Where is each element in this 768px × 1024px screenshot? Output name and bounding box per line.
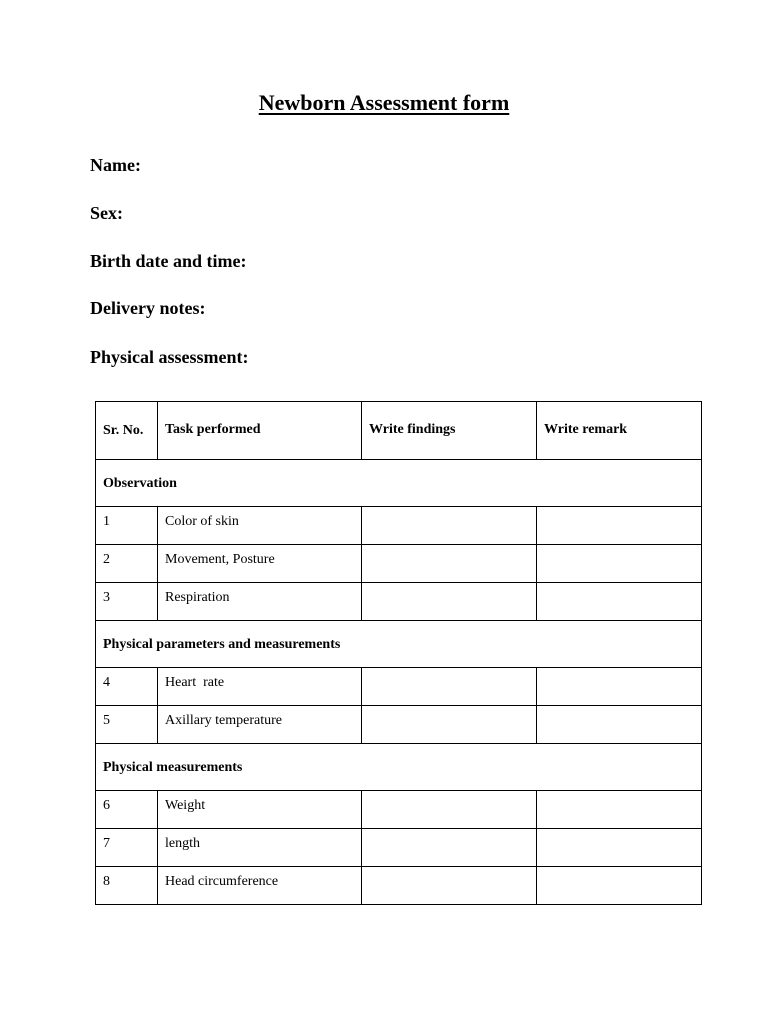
table-row [96,507,702,545]
header-write-findings: Write findings [362,402,537,460]
row-remark-cell[interactable] [537,583,702,621]
row-remark-cell[interactable] [537,706,702,744]
row-findings-cell[interactable] [362,791,537,829]
row-number: 1 [96,507,158,545]
row-task: Color of skin [158,507,362,545]
header-task-performed: Task performed [158,402,362,460]
table-row [96,545,702,583]
row-findings-cell[interactable] [362,867,537,905]
header-write-remark: Write remark [537,402,702,460]
row-number: 4 [96,668,158,706]
row-findings-cell[interactable] [362,507,537,545]
birth-date-time-label: Birth date and time: [90,251,247,271]
row-task: Weight [158,791,362,829]
row-number: 3 [96,583,158,621]
row-remark-cell[interactable] [537,545,702,583]
assessment-table [95,401,702,905]
section-row-physical-measurements [96,744,702,791]
row-task: length [158,829,362,867]
row-number: 6 [96,791,158,829]
row-findings-cell[interactable] [362,545,537,583]
table-row [96,829,702,867]
row-remark-cell[interactable] [537,791,702,829]
table-row [96,867,702,905]
table-row [96,583,702,621]
row-findings-cell[interactable] [362,583,537,621]
section-label: Physical measurements [96,744,702,791]
section-row-observation [96,460,702,507]
table-row [96,791,702,829]
name-field-label: Name: [90,155,141,175]
row-remark-cell[interactable] [537,829,702,867]
row-remark-cell[interactable] [537,867,702,905]
section-label: Observation [96,460,702,507]
section-row-physical-parameters [96,621,702,668]
row-task: Head circumference [158,867,362,905]
header-sr-no: Sr. No. [96,402,158,460]
row-number: 8 [96,867,158,905]
table-header-row [96,402,702,460]
row-task: Heart rate [158,668,362,706]
row-findings-cell[interactable] [362,668,537,706]
row-task: Movement, Posture [158,545,362,583]
sex-field-label: Sex: [90,203,123,223]
row-task: Axillary temperature [158,706,362,744]
row-remark-cell[interactable] [537,668,702,706]
row-remark-cell[interactable] [537,507,702,545]
table-row [96,668,702,706]
section-label: Physical parameters and measurements [96,621,702,668]
row-findings-cell[interactable] [362,706,537,744]
form-title: Newborn Assessment form [258,90,510,115]
row-findings-cell[interactable] [362,829,537,867]
table-row [96,706,702,744]
physical-assessment-label: Physical assessment: [90,347,249,367]
row-number: 5 [96,706,158,744]
row-number: 2 [96,545,158,583]
row-number: 7 [96,829,158,867]
row-task: Respiration [158,583,362,621]
delivery-notes-label: Delivery notes: [90,298,206,318]
